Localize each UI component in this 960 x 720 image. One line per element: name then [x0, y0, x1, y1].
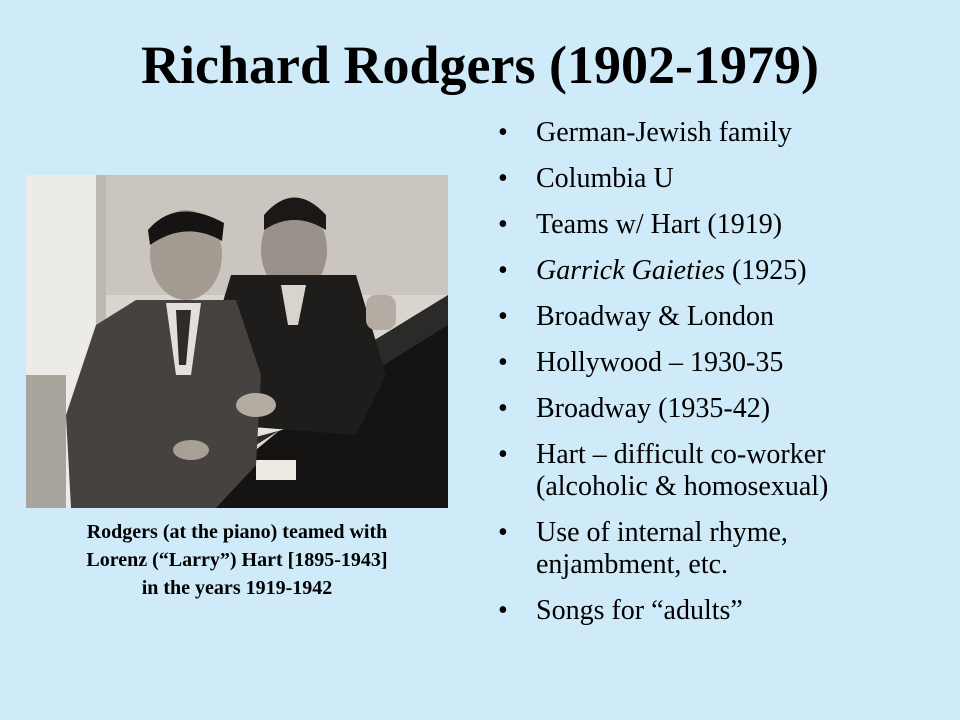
bullet-item	[498, 347, 938, 379]
bullet-item	[498, 255, 938, 287]
bullet-item	[498, 517, 938, 581]
bullet-text: Hart – difficult co-worker (alcoholic & homosexual)	[536, 439, 829, 502]
bullet-item	[498, 209, 938, 241]
bullet-text: Teams w/ Hart (1919)	[536, 209, 783, 240]
bullet-text: Columbia U	[536, 163, 674, 194]
bullet-glyph: •	[498, 595, 508, 626]
photo-caption	[20, 518, 454, 602]
bullet-glyph: •	[498, 301, 508, 332]
slide-title: Richard Rodgers (1902-1979)	[141, 35, 819, 95]
bullet-glyph: •	[498, 517, 508, 548]
caption-line-3: in the years 1919-1942	[141, 577, 333, 599]
bullet-text: Broadway & London	[536, 301, 774, 332]
bullet-glyph: •	[498, 209, 508, 240]
bullet-text: (1925)	[724, 255, 807, 286]
bullet-item	[498, 163, 938, 195]
rodgers-hart-photo	[26, 175, 448, 508]
bullet-glyph: •	[498, 393, 508, 424]
bullet-item	[498, 301, 938, 333]
bullet-text: Songs for “adults”	[536, 595, 743, 626]
bullet-text: Broadway (1935-42)	[536, 393, 771, 424]
bullet-item	[498, 439, 938, 503]
bullet-text: Use of internal rhyme, enjambment, etc.	[536, 517, 788, 580]
bullet-text: German-Jewish family	[536, 117, 792, 148]
bullet-glyph: •	[498, 347, 508, 378]
bullet-glyph: •	[498, 163, 508, 194]
bullet-glyph: •	[498, 117, 508, 148]
bullet-item	[498, 117, 938, 149]
bullet-item	[498, 595, 938, 627]
bullet-glyph: •	[498, 255, 508, 286]
bullet-item	[498, 393, 938, 425]
caption-line-2: Lorenz (“Larry”) Hart [1895-1943]	[86, 549, 388, 571]
bullet-list	[498, 117, 938, 641]
bullet-glyph: •	[498, 439, 508, 470]
caption-line-1: Rodgers (at the piano) teamed with	[86, 521, 388, 543]
bullet-italic-title: Garrick Gaieties	[536, 255, 725, 286]
photo-drawing	[26, 175, 448, 508]
bullet-text: Hollywood – 1930-35	[536, 347, 784, 378]
